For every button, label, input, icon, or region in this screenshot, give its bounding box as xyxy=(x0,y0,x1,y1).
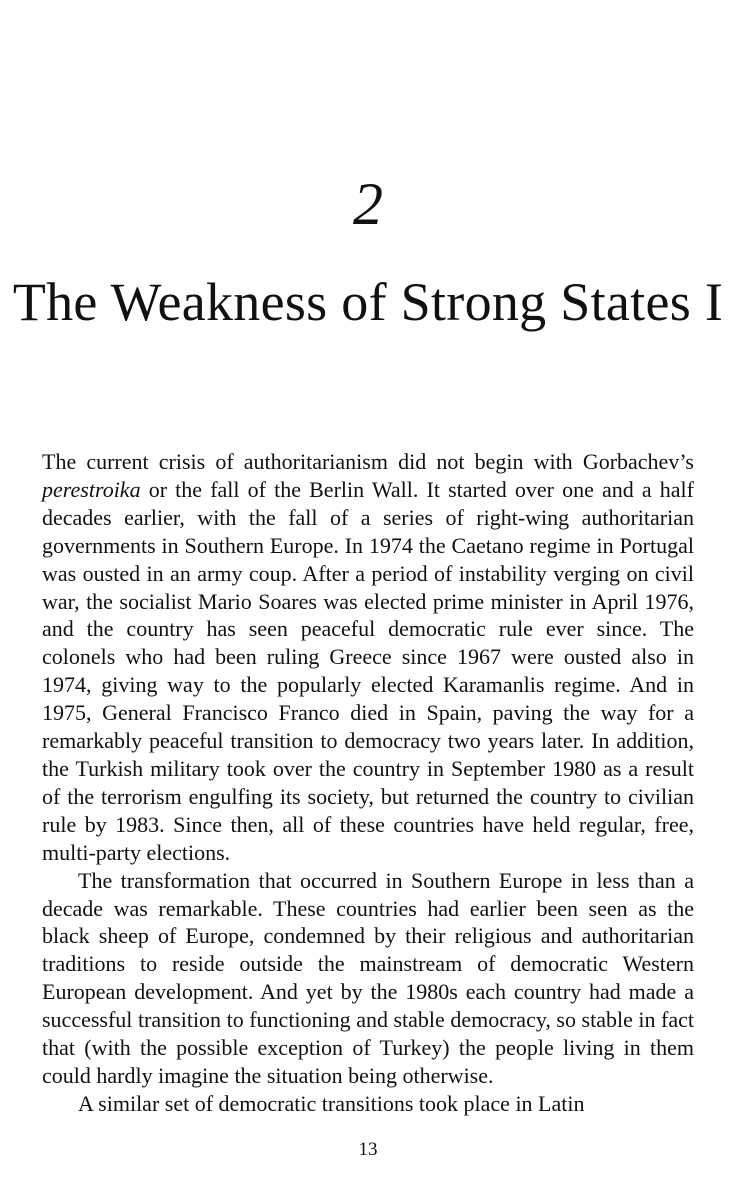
paragraph-3: A similar set of democratic transitions took place in Latin xyxy=(78,1090,585,1116)
body-text xyxy=(42,448,694,1118)
chapter-number: 2 xyxy=(353,171,383,237)
paragraph-1-after: or the fall of the Berlin Wall. It started over one and a half decades earlier, with the fall of a series of right-wing authoritarian governments in Southern Europe. In 1974 the Caetano regime in Portugal was ousted in an army coup. After a period of instability verging on civil war, the socialist Mario Soares was elected prime minister in April 1976, and the country has seen peaceful democratic rule ever since. The colonels who had been ruling Greece since 1967 were ousted also in 1974, giving way to the popularly elected Karamanlis regime. And in 1975, General Francisco Franco died in Spain, paving the way for a remarkably peaceful transition to democracy two years later. In addition, the Turkish military took over the country in September 1980 as a result of the terrorism engulfing its society, but returned the country to civilian rule by 1983. Since then, all of these countries have held regular, free, multi-party elections. xyxy=(42,476,694,865)
paragraph-1-before: The current crisis of authoritarianism did not begin with Gorbachev’s xyxy=(42,449,694,474)
paragraph-2: The transformation that occurred in Southern Europe in less than a decade was remarkable. These countries had earlier been seen as the black sheep of Europe, condemned by their religious and authoritarian traditions to reside outside the mainstream of democratic Western European development. And yet by the 1980s each country had made a successful transition to functioning and stable democracy, so stable in fact that (with the possible exception of Turkey) the people living in them could hardly imagine the situation being otherwise. xyxy=(42,867,694,1088)
paragraph-1 xyxy=(42,448,694,867)
chapter-title: The Weakness of Strong States I xyxy=(12,272,724,332)
page-number: 13 xyxy=(358,1139,378,1160)
emphasis-perestroika: perestroika xyxy=(42,476,141,502)
